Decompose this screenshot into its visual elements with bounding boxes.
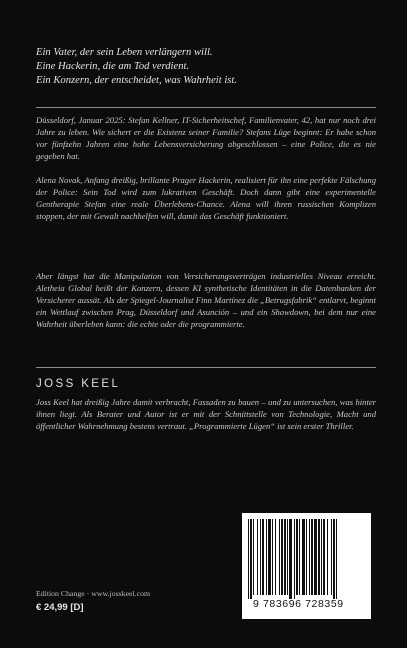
barcode-bar (299, 519, 300, 595)
barcode-bar (314, 519, 317, 595)
barcode-bar (281, 519, 283, 595)
blurb-paragraph-2 (36, 174, 376, 222)
barcode-bar (275, 519, 276, 595)
blurb-paragraph-1 (36, 114, 376, 162)
blurb-paragraph-3 (36, 270, 376, 330)
tagline-line-2: Eine Hackerin, die am Tod verdient. (36, 61, 190, 72)
author-name: JOSS KEEL (36, 378, 121, 390)
barcode-bar (333, 519, 335, 599)
barcode-bar (287, 519, 288, 595)
barcode-bar (294, 519, 295, 599)
barcode-bar (248, 519, 249, 599)
barcode-bar (289, 519, 292, 599)
barcode-bar (311, 519, 313, 595)
barcode-bar (268, 519, 271, 595)
tagline (36, 46, 376, 88)
price: € 24,99 [D] (36, 602, 84, 613)
barcode-bar (331, 519, 332, 595)
barcode-bar (250, 519, 252, 599)
barcode-bar (253, 519, 254, 595)
barcode-bar (262, 519, 264, 595)
isbn-digits: 9 783696 728359 (253, 598, 344, 610)
blurb-text-3: Aber längst hat die Manipulation von Versicherungsverträgen industrielles Niveau erreicht. Aletheia Global heißt der Konzern, dessen KI synthetische Identitäten in die Datenbanken der Versicherer aussät. Als der Spiegel-Journalist Finn Martínez die „Betrugsfabrik“ entlarvt, beginnt ein Wettlauf zwischen Prag, Düsseldorf und Asunción – und ein Showdown, bei dem nur eine Wahrheit überleben kann: die echte oder die programmierte. (36, 271, 376, 329)
barcode-bar (284, 519, 286, 595)
barcode-bar (321, 519, 322, 595)
barcode-bar (257, 519, 258, 595)
barcode-bar (302, 519, 305, 595)
barcode-bar (336, 519, 337, 599)
divider-bottom (36, 367, 376, 368)
barcode-bar (260, 519, 261, 595)
author-bio-text: Joss Keel hat dreißig Jahre damit verbracht, Fassaden zu bauen – und zu untersuchen, was hinter ihnen liegt. Als Berater und Autor ist er mit der Schnittstelle von Technologie, Macht und öffentlicher Wahrnehmung bestens vertraut. „Programmierte Lügen“ ist sein erster Thriller. (36, 397, 376, 431)
blurb-text-1: Düsseldorf, Januar 2025: Stefan Kellner, IT-Sicherheitschef, Familienvater, 42, hat nur noch drei Jahre zu leben. Wie sichert er die Existenz seiner Familie? Stefans Lüge beginnt: Er habe schon vor fünfzehn Jahren eine hohe Lebensversicherung abgeschlossen – eine Police, die es nie gegeben hat. (36, 115, 376, 161)
barcode-bar (272, 519, 273, 595)
publisher-line: Edition Change · www.josskeel.com (36, 589, 151, 598)
tagline-line-1: Ein Vater, der sein Leben verlängern will. (36, 47, 213, 58)
barcode-bar (306, 519, 307, 595)
blurb-text-2: Alena Novak, Anfang dreißig, brillante Prager Hackerin, realisiert für ihn eine perfekte Fälschung der Police: Sein Tod wird zum lukrativen Geschäft. Doch dann gibt eine experimentelle Gentherapie Stefan eine reale Überlebens-Chance. Alena will ihren russischen Komplizen stoppen, der mit Gewalt nachhelfen will, damit das Geschäft funktioniert. (36, 175, 376, 221)
isbn-barcode (242, 513, 371, 619)
barcode-bar (327, 519, 328, 595)
barcode-bar (296, 519, 298, 595)
barcode-bar (323, 519, 325, 595)
barcode-bar (279, 519, 280, 595)
barcode-bar (318, 519, 320, 595)
barcode-bar (266, 519, 267, 595)
divider-top (36, 107, 376, 108)
author-bio (36, 396, 376, 432)
tagline-line-3: Ein Konzern, der entscheidet, was Wahrheit ist. (36, 75, 237, 86)
barcode-bar (309, 519, 310, 595)
